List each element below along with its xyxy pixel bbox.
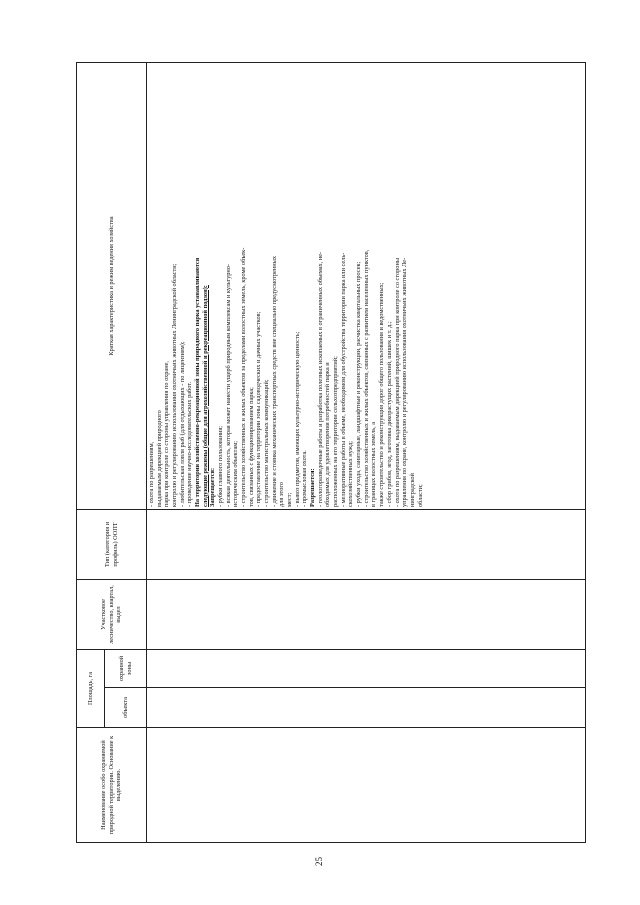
description-line: мест;	[286, 492, 294, 507]
cell-location	[147, 580, 586, 650]
description-line: - проведение научно-исследовательских работ.	[186, 381, 194, 507]
description-line: для этого	[278, 482, 286, 507]
header-area-zone: охранной зоны	[105, 650, 147, 688]
description-line: следующие режимы (общие для агрохозяйственной и рекреационной подзон):	[201, 285, 209, 507]
description-line: - строительство хозяйственных и жилых объектов, связанных с развитием населенных пунктов,	[362, 249, 370, 507]
description-line: - вывоз предметов, имеющих культурно-историческую ценность;	[293, 331, 301, 507]
description-line: - строительство магистральных коммуникаций;	[263, 379, 271, 507]
description-line: - любительская ловля рыб (для отдыхающих - по лицензиям);	[178, 341, 186, 507]
description-line: нинградской	[408, 473, 416, 507]
header-area: Площадь, га	[77, 650, 105, 728]
header-area-object: объекта	[105, 688, 147, 728]
description-line: Запрещается:	[209, 467, 217, 507]
cell-name	[147, 728, 586, 843]
header-name: Наименование особо охраняемой природной территории. Основание к выделению.	[77, 728, 147, 843]
cell-area-zone	[147, 650, 586, 688]
description-line: - движение и стоянка механических транспортных средств вне специально предусмотренных	[270, 255, 278, 507]
cell-description	[147, 63, 586, 510]
page-number: 25	[314, 857, 324, 866]
description-line: также строительство и реконструкция дорог общего пользования и ведомственных;	[378, 282, 386, 507]
description-line: На территории хозяйственно-рекреационной зоны природного парка устанавливаются	[194, 257, 202, 507]
description-line: - предоставление на территории зоны садоводческих и дачных участков;	[255, 311, 263, 507]
description-line: - мелиоративные работы в объеме, необходимом для обустройства территории парка или сель-	[339, 252, 347, 507]
description-line: - сбор грибов, ягод, заготовка дикорастущих растений, шишек и т. д.;	[385, 321, 393, 507]
header-location: Участковое лесничество, квартал, выдел	[77, 580, 147, 650]
description-line: расположенных на его территории сельхозпредприятий;	[332, 356, 340, 507]
description-line: - охота по разрешениям,	[148, 441, 155, 507]
description-line: управления по охране, контролю и регулированию использования охотничьих животных Ле-	[401, 257, 409, 507]
header-type: Тип (категория и профиль) ООПТ	[77, 510, 147, 580]
description-line: историческим объектам;	[232, 441, 240, 507]
description-line: в границах волостных земель, а	[370, 421, 378, 507]
description-line: - рубки главного пользования;	[217, 426, 225, 507]
description-line: парка при контроле со стороны управления по охране,	[163, 361, 171, 507]
description-line: скохозяйственных нужд;	[347, 440, 355, 507]
description-line: Разрешается:	[309, 468, 317, 507]
header-description: Краткая характеристика и режим ведения хозяйства	[77, 63, 147, 510]
description-line: - промысловая охота.	[301, 450, 309, 507]
description-line: - строительство хозяйственных и жилых объектов за пределами волостных земель, кроме объек-	[240, 247, 248, 507]
description-line: контролю и регулированию использования охотничьих животных Ленинградской области;	[171, 263, 179, 507]
description-line: - охота по разрешениям, выдаваемым дирекцией природного парка при контроле со стороны	[393, 257, 401, 507]
rotated-page-content	[76, 63, 586, 843]
description-line: обходимых для удовлетворения потребностей парка и	[324, 362, 332, 507]
oopt-table	[76, 62, 586, 843]
description-line: выдаваемым дирекцией природного	[155, 410, 163, 507]
description-line: - рубки ухода, санитарные, ландшафтные и реконструкции, расчистка квартальных просек;	[355, 261, 363, 507]
cell-area-object	[147, 688, 586, 728]
description-line: тов, связанных с функционированием парка;	[247, 387, 255, 507]
description-line: - всякая деятельность, которая может нанести ущерб природным комплексам и культурно-	[224, 263, 232, 507]
cell-type	[147, 510, 586, 580]
description-line: - геологоразведочные работы и разработка полезных ископаемых в ограниченных объемах, не-	[316, 251, 324, 507]
description-line: области;	[416, 484, 424, 507]
